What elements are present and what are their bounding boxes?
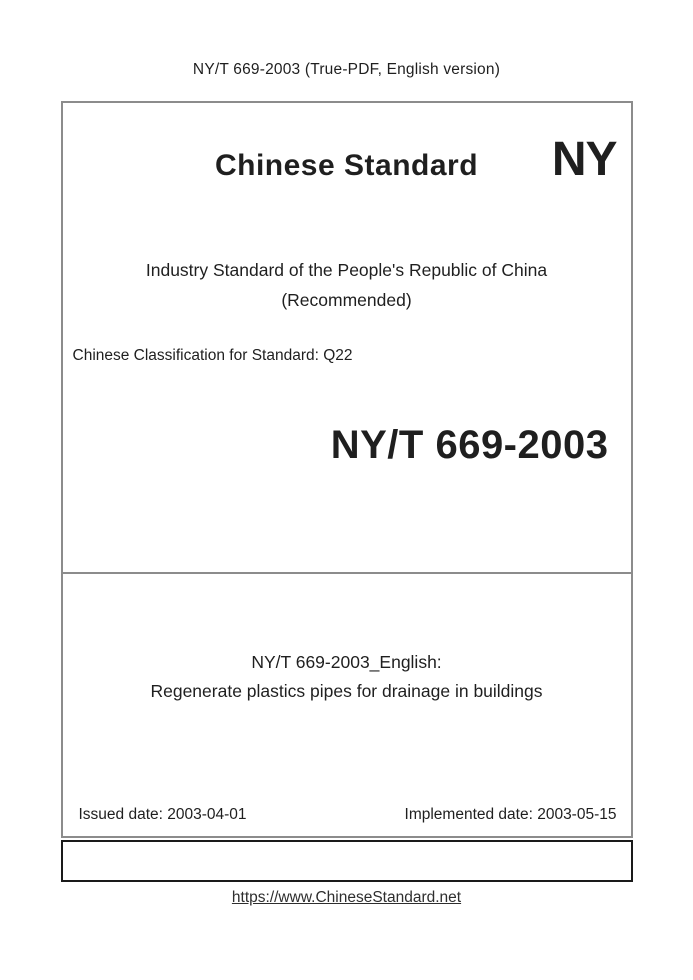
cover-bottom-section — [63, 572, 631, 836]
ny-logo: NY — [551, 133, 617, 186]
standard-number: NY/T 669-2003 — [330, 423, 609, 467]
document-title-line1: NY/T 669-2003_English: — [251, 652, 442, 672]
standard-type-block — [63, 255, 631, 315]
standard-type-line2: (Recommended) — [281, 290, 412, 310]
issued-date: Issued date: 2003-04-01 — [78, 806, 247, 823]
document-title-line2: Regenerate plastics pipes for drainage in buildings — [150, 681, 543, 701]
footer — [0, 889, 693, 907]
footer-link[interactable]: https://www.ChineseStandard.net — [231, 889, 462, 906]
document-title-block — [63, 574, 631, 706]
brand-title: Chinese Standard — [214, 149, 479, 182]
standard-type-line1: Industry Standard of the People's Republic of China — [145, 260, 548, 280]
empty-footer-box — [61, 840, 633, 882]
cover-page-box — [61, 101, 633, 838]
document-header-line: NY/T 669-2003 (True-PDF, English version) — [192, 61, 501, 78]
implemented-date: Implemented date: 2003-05-15 — [404, 806, 617, 823]
cover-top-section — [63, 103, 631, 572]
classification-line: Chinese Classification for Standard: Q22 — [72, 347, 353, 364]
dates-row — [79, 806, 617, 824]
brand-row — [63, 103, 631, 203]
